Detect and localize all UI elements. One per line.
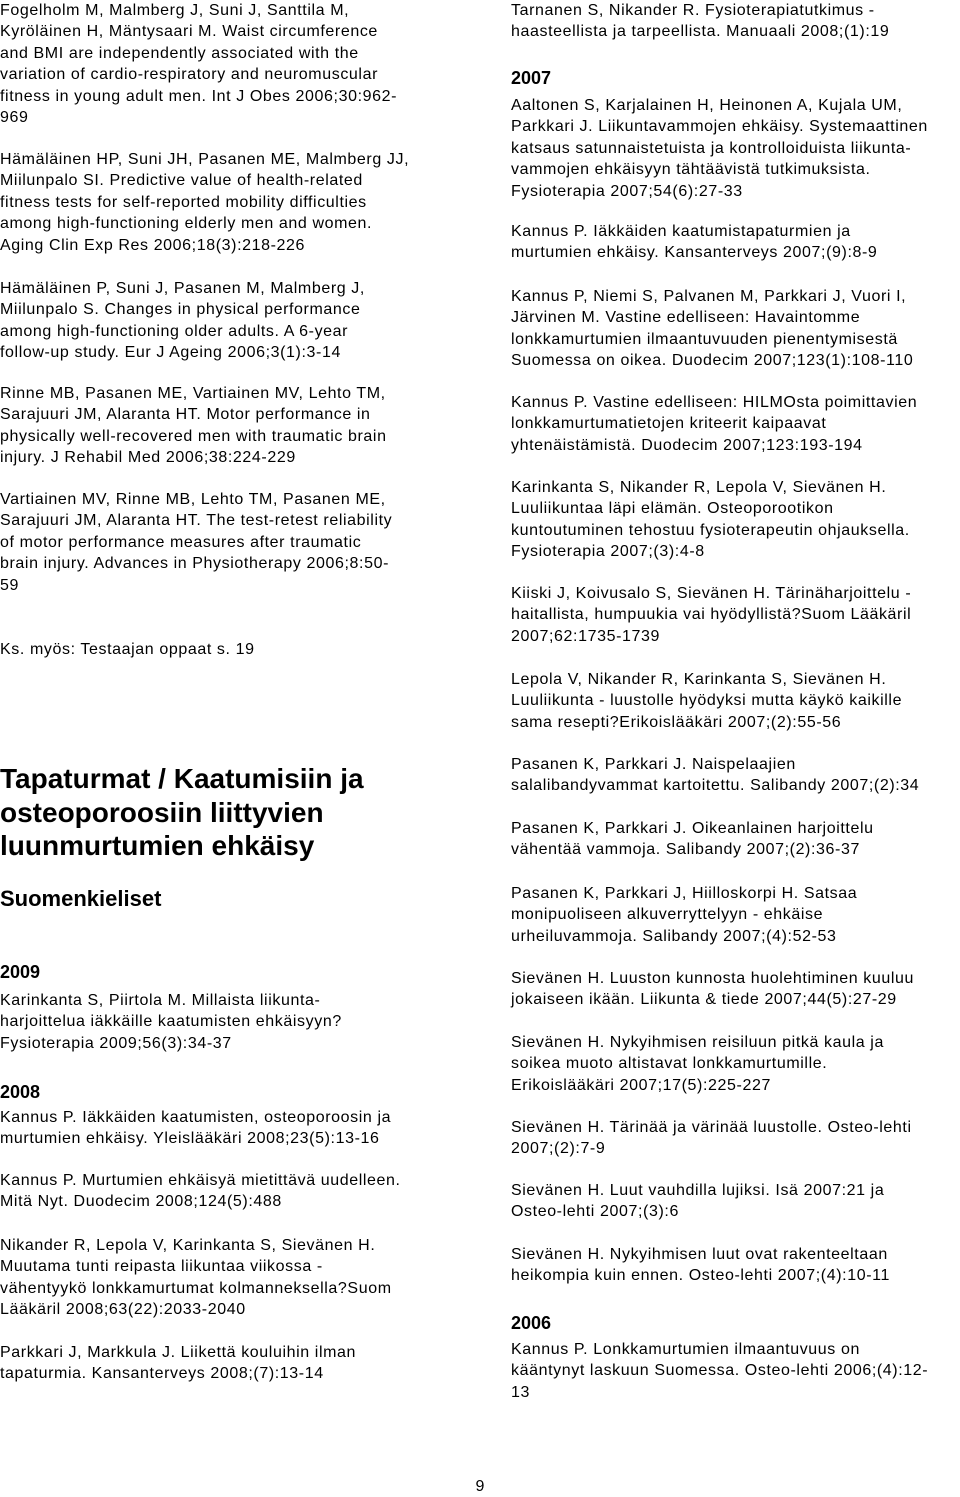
section-heading-line: Tapaturmat / Kaatumisiin ja [0, 763, 364, 794]
reference-line: fitness tests for self-reported mobility difficulties [0, 193, 367, 211]
reference-line: Miilunpalo SI. Predictive value of health-related [0, 172, 363, 190]
reference-entry [0, 1342, 356, 1385]
reference-line: murtumien ehkäisy. Yleislääkäri 2008;23(5):13-16 [0, 1130, 380, 1148]
reference-line: Lepola V, Nikander R, Karinkanta S, Sievänen H. [511, 671, 887, 688]
reference-entry [0, 1235, 392, 1321]
reference-line: lonkkamurtumatietojen kriteerit kaipaavat [511, 415, 827, 433]
reference-line: Muutama tunti reipasta liikuntaa viikossa - [0, 1258, 323, 1276]
reference-entry [0, 0, 397, 128]
reference-entry [511, 392, 917, 456]
reference-line: brain injury. Advances in Physiotherapy 2006;8:50- [0, 555, 390, 573]
reference-line: of motor performance measures after traumatic [0, 533, 362, 551]
reference-line: 2007;62:1735-1739 [511, 627, 660, 645]
see-also-text: Ks. myös: Testaajan oppaat s. 19 [0, 641, 255, 658]
reference-line: Sievänen H. Luut vauhdilla lujiksi. Isä 2007:21 ja [511, 1182, 885, 1199]
see-also-note [0, 639, 255, 660]
year-heading: 2008 [0, 1082, 41, 1102]
reference-entry [0, 1170, 401, 1213]
reference-line: Kannus P. Iäkkäiden kaatumisten, osteoporoosin ja [0, 1109, 392, 1126]
reference-line: Mitä Nyt. Duodecim 2008;124(5):488 [0, 1193, 282, 1211]
year-heading: 2006 [511, 1313, 552, 1333]
reference-line: Järvinen M. Vastine edelliseen: Havaintomme [511, 309, 861, 327]
reference-line: Karinkanta S, Nikander R, Lepola V, Sievänen H. [511, 479, 887, 496]
page-number: 9 [475, 1478, 485, 1495]
reference-entry [0, 278, 365, 364]
reference-line: among high-functioning older adults. A 6-year [0, 322, 349, 340]
reference-line: Parkkari J. Liikuntavammojen ehkäisy. Systemaattinen [511, 118, 928, 136]
reference-line: heikompia kuin ennen. Osteo-lehti 2007;(4):10-11 [511, 1267, 890, 1285]
reference-line: Kannus P. Murtumien ehkäisyä mietittävä uudelleen. [0, 1172, 401, 1189]
reference-entry [511, 95, 928, 202]
reference-line: soikea muoto altistavat lonkkamurtumille. [511, 1055, 828, 1073]
reference-line: kuntoutuminen tehostuu fysioterapeutin ohjauksella. [511, 521, 910, 539]
reference-line: Pasanen K, Parkkari J. Naispelaajien [511, 756, 796, 773]
reference-line: vammojen ehkäisyyn tähtäävistä tutkimuksista. [511, 161, 871, 179]
reference-entry [511, 286, 913, 372]
reference-line: Kannus P. Lonkkamurtumien ilmaantuvuus on [511, 1341, 860, 1358]
reference-entry [511, 1180, 884, 1223]
reference-line: Erikoislääkäri 2007;17(5):225-227 [511, 1076, 771, 1094]
reference-line: jokaiseen ikään. Liikunta & tiede 2007;44(5):27-29 [511, 991, 897, 1009]
reference-line: fitness in young adult men. Int J Obes 2006;30:962- [0, 87, 398, 105]
reference-line: murtumien ehkäisy. Kansanterveys 2007;(9):8-9 [511, 244, 878, 262]
reference-line: Pasanen K, Parkkari J, Hiilloskorpi H. Satsaa [511, 885, 858, 902]
reference-line: Lääkäril 2008;63(22):2033-2040 [0, 1301, 246, 1319]
reference-line: harjoittelua iäkkäille kaatumisten ehkäisyyn? [0, 1013, 342, 1031]
reference-entry [511, 818, 874, 861]
reference-line: Kannus P. Iäkkäiden kaatumistapaturmien ja [511, 223, 851, 240]
reference-line: Fysioterapia 2007;54(6):27-33 [511, 182, 743, 200]
reference-entry [511, 1117, 912, 1160]
subsection-heading: Suomenkieliset [0, 886, 162, 911]
reference-line: 59 [0, 576, 19, 594]
reference-line: Kiiski J, Koivusalo S, Sievänen H. Tärinäharjoittelu - [511, 585, 912, 602]
reference-entry [511, 221, 877, 264]
reference-line: Karinkanta S, Piirtola M. Millaista liikunta- [0, 992, 321, 1009]
reference-line: Fysioterapia 2009;56(3):34-37 [0, 1034, 232, 1052]
reference-line: follow-up study. Eur J Ageing 2006;3(1):3-14 [0, 344, 341, 362]
reference-line: Aging Clin Exp Res 2006;18(3):218-226 [0, 236, 306, 254]
reference-line: Luuliikuntaa läpi elämän. Osteoporootikon [511, 500, 834, 518]
reference-line: Osteo-lehti 2007;(3):6 [511, 1203, 679, 1221]
reference-entry [511, 968, 914, 1011]
reference-line: yhtenäistämistä. Duodecim 2007;123:193-194 [511, 436, 863, 454]
reference-entry [511, 1339, 928, 1403]
reference-line: vähentää vammoja. Salibandy 2007;(2):36-37 [511, 841, 860, 859]
reference-entry [511, 1032, 884, 1096]
reference-line: Aaltonen S, Karjalainen H, Heinonen A, Kujala UM, [511, 97, 903, 114]
reference-line: urheiluvammoja. Salibandy 2007;(4):52-53 [511, 927, 837, 945]
reference-entry [0, 1107, 391, 1150]
reference-line: Hämäläinen P, Suni J, Pasanen M, Malmberg J, [0, 280, 365, 297]
reference-line: Parkkari J, Markkula J. Liikettä kouluihin ilman [0, 1344, 357, 1361]
reference-line: Rinne MB, Pasanen ME, Vartiainen MV, Lehto TM, [0, 385, 386, 402]
section-heading-line: luunmurtumien ehkäisy [0, 830, 315, 861]
reference-line: 2007;(2):7-9 [511, 1140, 606, 1158]
reference-entry [511, 0, 889, 43]
reference-line: Sievänen H. Nykyihmisen reisiluun pitkä kaula ja [511, 1034, 884, 1051]
reference-line: monipuoliseen alkuverryttelyyn - ehkäise [511, 906, 824, 924]
reference-line: Vartiainen MV, Rinne MB, Lehto TM, Pasanen ME, [0, 491, 386, 508]
reference-line: and BMI are independently associated with the [0, 44, 359, 62]
reference-entry [511, 477, 910, 563]
reference-line: injury. J Rehabil Med 2006;38:224-229 [0, 449, 296, 467]
reference-line: Fysioterapia 2007;(3):4-8 [511, 543, 705, 561]
reference-line: Sievänen H. Nykyihmisen luut ovat rakenteeltaan [511, 1246, 888, 1263]
reference-entry [511, 754, 919, 797]
reference-line: Sarajuuri JM, Alaranta HT. Motor performance in [0, 406, 371, 424]
reference-line: haitallista, humpuukia vai hyödyllistä?Suom Lääkäril [511, 606, 912, 624]
reference-line: variation of cardio-respiratory and neuromuscular [0, 66, 379, 84]
year-heading: 2007 [511, 68, 552, 88]
reference-line: lonkkamurtumien ilmaantuvuuden pienentymisestä [511, 330, 898, 348]
reference-line: among high-functioning elderly men and women. [0, 215, 373, 233]
reference-line: Tarnanen S, Nikander R. Fysioterapiatutkimus - [511, 2, 875, 19]
reference-line: haasteellista ja tarpeellista. Manuaali 2008;(1):19 [511, 23, 890, 41]
reference-line: kääntynyt laskuun Suomessa. Osteo-lehti 2006;(4):12- [511, 1362, 929, 1380]
reference-entry [0, 149, 409, 256]
reference-line: Pasanen K, Parkkari J. Oikeanlainen harjoittelu [511, 820, 874, 837]
reference-line: physically well-recovered men with traumatic brain [0, 427, 387, 445]
year-heading: 2009 [0, 962, 41, 982]
reference-entry [0, 489, 392, 596]
reference-line: Nikander R, Lepola V, Karinkanta S, Sievänen H. [0, 1237, 376, 1254]
reference-line: Luuliikunta - luustolle hyödyksi mutta käykö kaikille [511, 692, 903, 710]
reference-line: Miilunpalo S. Changes in physical performance [0, 301, 361, 319]
reference-line: Kannus P. Vastine edelliseen: HILMOsta poimittavien [511, 394, 918, 411]
reference-line: vähentyykö lonkkamurtumat kolmanneksella?Suom [0, 1279, 392, 1297]
reference-line: Suomessa on oikea. Duodecim 2007;123(1):108-110 [511, 352, 914, 370]
reference-line: Sievänen H. Luuston kunnosta huolehtiminen kuuluu [511, 970, 914, 987]
reference-entry [511, 883, 857, 947]
reference-entry [511, 583, 911, 647]
reference-entry [0, 990, 342, 1054]
section-heading-line: osteoporoosiin liittyvien [0, 796, 324, 828]
reference-line: katsaus satunnaistetuista ja kontrolloiduista liikunta- [511, 139, 912, 157]
reference-line: Kannus P, Niemi S, Palvanen M, Parkkari J, Vuori I, [511, 288, 907, 305]
reference-entry [0, 383, 387, 469]
reference-line: Sarajuuri JM, Alaranta HT. The test-retest reliability [0, 512, 393, 530]
reference-line: Sievänen H. Tärinää ja värinää luustolle. Osteo-lehti [511, 1119, 912, 1136]
reference-line: Fogelholm M, Malmberg J, Suni J, Santtila M, [0, 2, 350, 19]
reference-entry [511, 669, 902, 733]
reference-line: Hämäläinen HP, Suni JH, Pasanen ME, Malmberg JJ, [0, 151, 410, 168]
reference-line: tapaturmia. Kansanterveys 2008;(7):13-14 [0, 1365, 324, 1383]
reference-line: 969 [0, 108, 29, 126]
reference-line: sama resepti?Erikoislääkäri 2007;(2):55-56 [511, 713, 842, 731]
reference-line: 13 [511, 1383, 530, 1401]
reference-line: salalibandyvammat kartoitettu. Salibandy 2007;(2):34 [511, 777, 920, 795]
reference-entry [511, 1244, 890, 1287]
reference-line: Kyröläinen H, Mäntysaari M. Waist circumference [0, 23, 378, 41]
section-heading [0, 762, 364, 863]
